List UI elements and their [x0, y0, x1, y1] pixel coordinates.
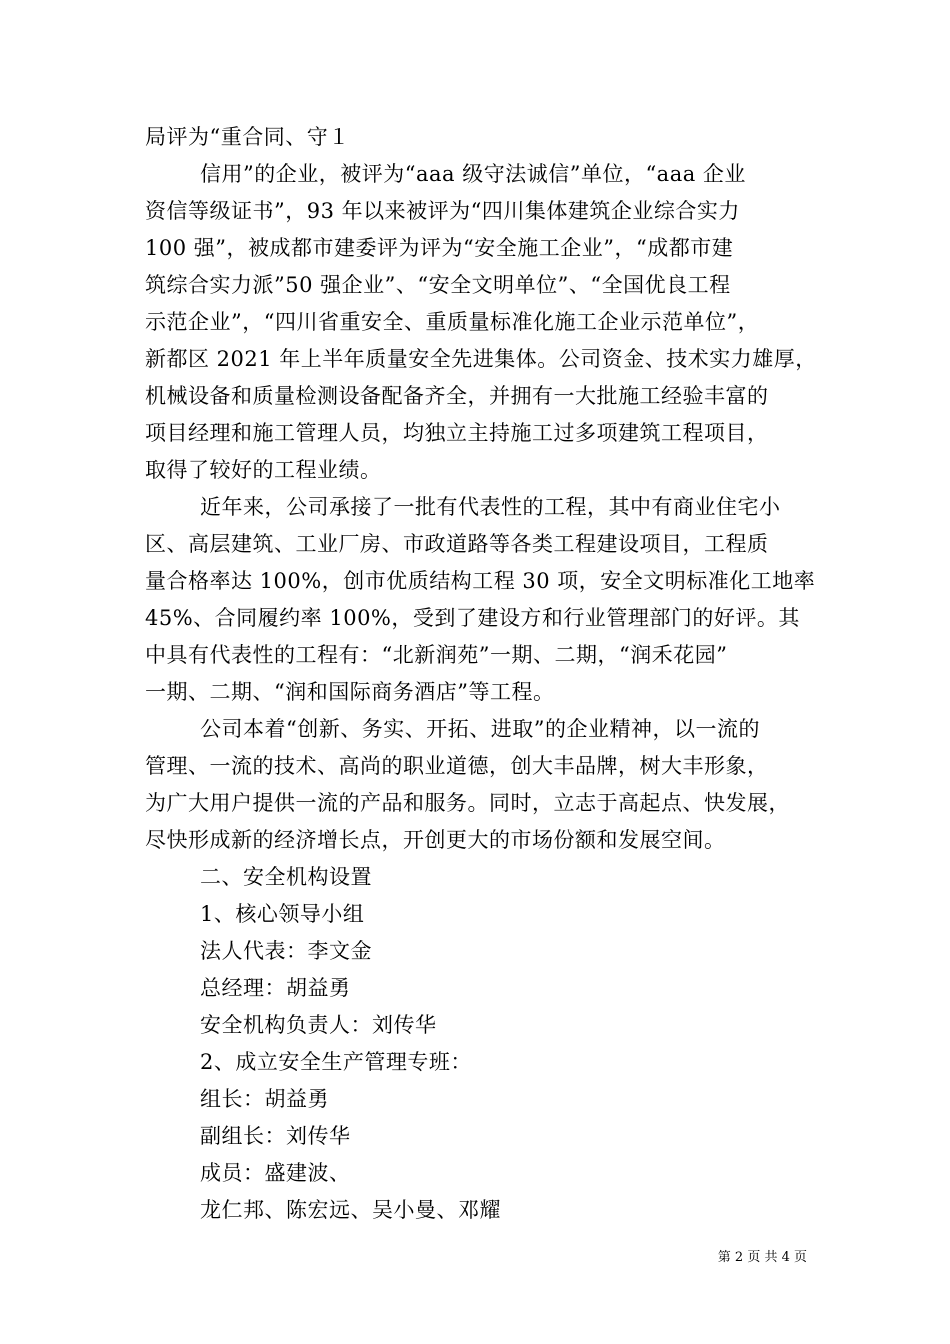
- body-line: 45%、合同履约率 100%，受到了建设方和行业管理部门的好评。其: [145, 606, 800, 630]
- body-line: 中具有代表性的工程有：“北新润苑”一期、二期，“润禾花园”: [145, 643, 728, 667]
- body-line: 总经理：胡益勇: [200, 976, 351, 1000]
- body-line: 筑综合实力派”50 强企业”、“安全文明单位”、“全国优良工程: [145, 273, 731, 297]
- body-line: 安全机构负责人：刘传华: [200, 1013, 437, 1037]
- section-heading: 二、安全机构设置: [200, 865, 372, 889]
- body-line: 成员：盛建波、: [200, 1161, 351, 1185]
- body-line: 区、高层建筑、工业厂房、市政道路等各类工程建设项目，工程质: [145, 532, 769, 556]
- body-line: 取得了较好的工程业绩。: [145, 458, 382, 482]
- document-body: [145, 119, 825, 1229]
- body-line: 公司本着“创新、务实、开拓、进取”的企业精神，以一流的: [200, 717, 760, 741]
- body-line: 局评为“重合同、守１: [145, 125, 350, 149]
- body-line: 龙仁邦、陈宏远、吴小曼、邓耀: [200, 1198, 501, 1222]
- body-line: 组长：胡益勇: [200, 1087, 329, 1111]
- subsection-heading: 1、核心领导小组: [200, 902, 365, 926]
- body-line: 信用”的企业，被评为“aaa 级守法诚信”单位，“aaa 企业: [200, 162, 746, 186]
- page-number-footer: 第 2 页 共 4 页: [717, 1250, 807, 1265]
- body-line: 近年来，公司承接了一批有代表性的工程，其中有商业住宅小: [200, 495, 781, 519]
- body-line: 法人代表：李文金: [200, 939, 372, 963]
- body-line: 示范企业”，“四川省重安全、重质量标准化施工企业示范单位”，: [145, 310, 760, 334]
- body-line: 一期、二期、“润和国际商务酒店”等工程。: [145, 680, 555, 704]
- subsection-heading: 2、成立安全生产管理专班：: [200, 1050, 472, 1074]
- body-line: 100 强”，被成都市建委评为评为“安全施工企业”，“成都市建: [145, 236, 734, 260]
- body-line: 为广大用户提供一流的产品和服务。同时，立志于高起点、快发展，: [145, 791, 790, 815]
- body-line: 副组长：刘传华: [200, 1124, 351, 1148]
- body-line: 管理、一流的技术、高尚的职业道德，创大丰品牌，树大丰形象，: [145, 754, 769, 778]
- body-line: 尽快形成新的经济增长点，开创更大的市场份额和发展空间。: [145, 828, 726, 852]
- body-line: 新都区 2021 年上半年质量安全先进集体。公司资金、技术实力雄厚，: [145, 347, 817, 371]
- body-line: 量合格率达 100%，创市优质结构工程 30 项，安全文明标准化工地率: [145, 569, 816, 593]
- body-line: 项目经理和施工管理人员，均独立主持施工过多项建筑工程项目，: [145, 421, 769, 445]
- body-line: 机械设备和质量检测设备配备齐全，并拥有一大批施工经验丰富的: [145, 384, 769, 408]
- body-line: 资信等级证书”，93 年以来被评为“四川集体建筑企业综合实力: [145, 199, 740, 223]
